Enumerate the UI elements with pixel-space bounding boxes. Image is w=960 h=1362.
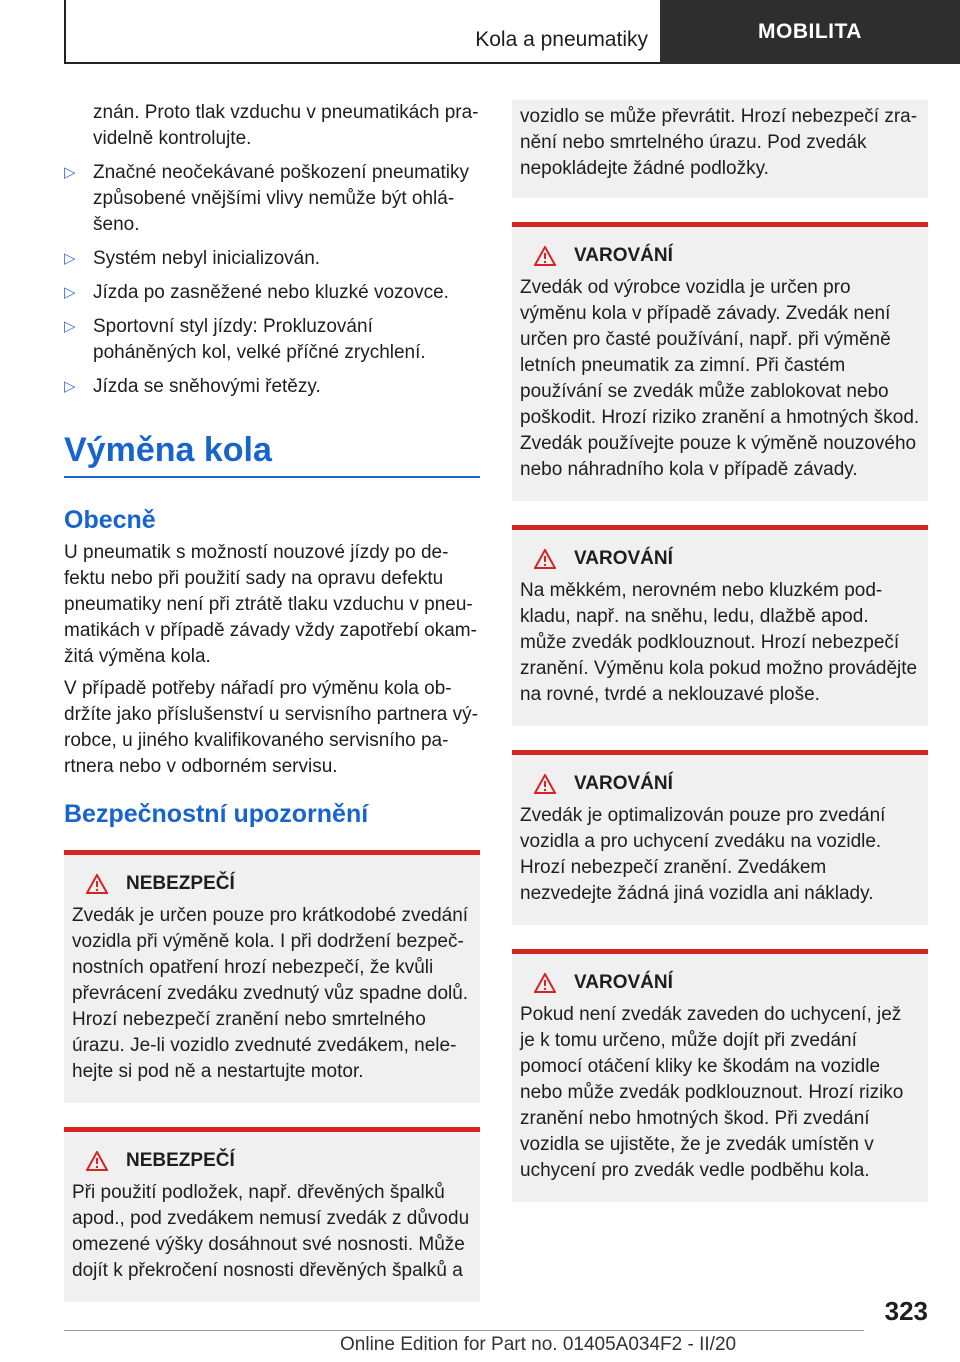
safety-heading: Bezpečnostní upozornění: [64, 800, 369, 828]
warning-title: VAROVÁNÍ: [574, 773, 673, 794]
warning-box: [512, 525, 928, 726]
warning-text: Na měkkém, nerovném nebo kluzkém podkladu, např. na sněhu, ledu, dlažbě apod. může zvedák podklouznout. Hrozí nebezpečí zranění. Výměnu kola pokud možno provádějte na rovné, tvrdé a neklouzavé ploše.: [520, 580, 918, 705]
continued-text: znán. Proto tlak vzduchu v pneumatikách pravidelně kontrolujte.: [93, 102, 479, 149]
warning-triangle-icon: [534, 973, 556, 993]
section-title: Kola a pneumatiky: [475, 28, 648, 51]
triangle-bullet-icon: ▷: [64, 318, 76, 335]
danger-box: [64, 850, 480, 1103]
warning-triangle-icon: [534, 549, 556, 569]
triangle-bullet-icon: ▷: [64, 164, 76, 181]
warning-text: Zvedák od výrobce vozidla je určen pro výměnu kola v případě závady. Zvedák není určen pro časté používání, např. při výměně letních pneumatik za zimní. Při častém používání se zvedák může zablokovat nebo poškodit. Hrozí riziko zranění a hmotných škod. Zvedák používejte pouze k výměně nouzového nebo náhradního kola v případě závady.: [520, 277, 920, 480]
warning-triangle-icon: [534, 774, 556, 794]
danger-text: vozidlo se může převrátit. Hrozí nebezpečí zranění nebo smrtelného úrazu. Pod zvedák nepokládejte žádné podložky.: [520, 106, 918, 179]
paragraph: U pneumatik s možností nouzové jízdy po defektu nebo při použití sady na opravu defektu pneumatiky není při ztrátě tlaku vzduchu v pneumatikách v případě závady vždy zapotřebí okamžitá výměna kola.: [64, 542, 477, 667]
list-item: ▷ Značné neočekávané poškození pneumatiky způsobené vnějšími vlivy nemůže být ohlášeno.: [64, 162, 470, 235]
left-column: [64, 100, 480, 1302]
warning-triangle-icon: [86, 874, 108, 894]
warning-box: [512, 949, 928, 1202]
warning-text: Zvedák je optimalizován pouze pro zvedání vozidla a pro uchycení zvedáku na vozidle. Hrozí nebezpečí zranění. Zvedákem nezvedejte žádná jiná vozidla ani náklady.: [520, 805, 886, 904]
warning-box: [512, 750, 928, 925]
chapter-tab[interactable]: MOBILITA: [660, 0, 960, 64]
danger-text: Při použití podložek, např. dřevěných špalků apod., pod zvedákem nemusí zvedák z důvodu omezené výšky dosáhnout své nosnosti. Může dojít k překročení nosnosti dřevěných špalků a: [72, 1182, 470, 1281]
general-heading: Obecně: [64, 506, 156, 534]
warning-text: Pokud není zvedák zaveden do uchycení, jež je k tomu určeno, může dojít při zvedání pomocí otáčení kliky ke škodám na vozidle nebo může zvedák podklouznout. Hrozí riziko zranění nebo hmotných škod. Při zvedání vozidla se ujistěte, že je zvedák umístěn v uchycení pro zvedák vedle podběhu kola.: [520, 1004, 904, 1181]
warning-triangle-icon: [534, 246, 556, 266]
danger-title: NEBEZPEČÍ: [126, 873, 235, 894]
triangle-bullet-icon: ▷: [64, 250, 76, 267]
list-item: ▷ Jízda po zasněžené nebo kluzké vozovce.: [64, 280, 480, 306]
edition-footer: Online Edition for Part no. 01405A034F2 - II/20: [340, 1334, 737, 1355]
list-item: ▷ Systém nebyl inicializován.: [64, 246, 480, 272]
page-number: 323: [884, 1296, 928, 1326]
right-column: [512, 100, 928, 1202]
warning-triangle-icon: [86, 1151, 108, 1171]
footer-divider: [64, 1330, 864, 1331]
warning-title: VAROVÁNÍ: [574, 245, 673, 266]
warning-box: [512, 222, 928, 501]
danger-text: Zvedák je určen pouze pro krátkodobé zvedání vozidla při výměně kola. I při dodržení bezpečnostních opatření hrozí nebezpečí, že kvůli převrácení zvedáku zvednutý vůz spadne dolů. Hrozí nebezpečí zranění nebo smrtelného úrazu. Je-li vozidlo zvednuté zvedákem, nelehejte si pod ně a nestartujte motor.: [72, 905, 469, 1082]
danger-title: NEBEZPEČÍ: [126, 1150, 235, 1171]
danger-box: [64, 1127, 480, 1302]
paragraph: V případě potřeby nářadí pro výměnu kola obdržíte jako příslušenství u servisního partnera výrobce, u jiného kvalifikovaného servisního partnera nebo v odborném servisu.: [64, 678, 478, 777]
list-item: ▷ Sportovní styl jízdy: Prokluzování poháněných kol, velké příčné zrychlení.: [64, 316, 426, 363]
warning-title: VAROVÁNÍ: [574, 548, 673, 569]
warning-title: VAROVÁNÍ: [574, 972, 673, 993]
triangle-bullet-icon: ▷: [64, 378, 76, 395]
danger-box-continued: [512, 100, 928, 198]
cause-list: [64, 160, 480, 400]
list-item: ▷ Jízda se sněhovými řetězy.: [64, 374, 480, 400]
triangle-bullet-icon: ▷: [64, 284, 76, 301]
chapter-heading: Výměna kola: [64, 428, 480, 478]
